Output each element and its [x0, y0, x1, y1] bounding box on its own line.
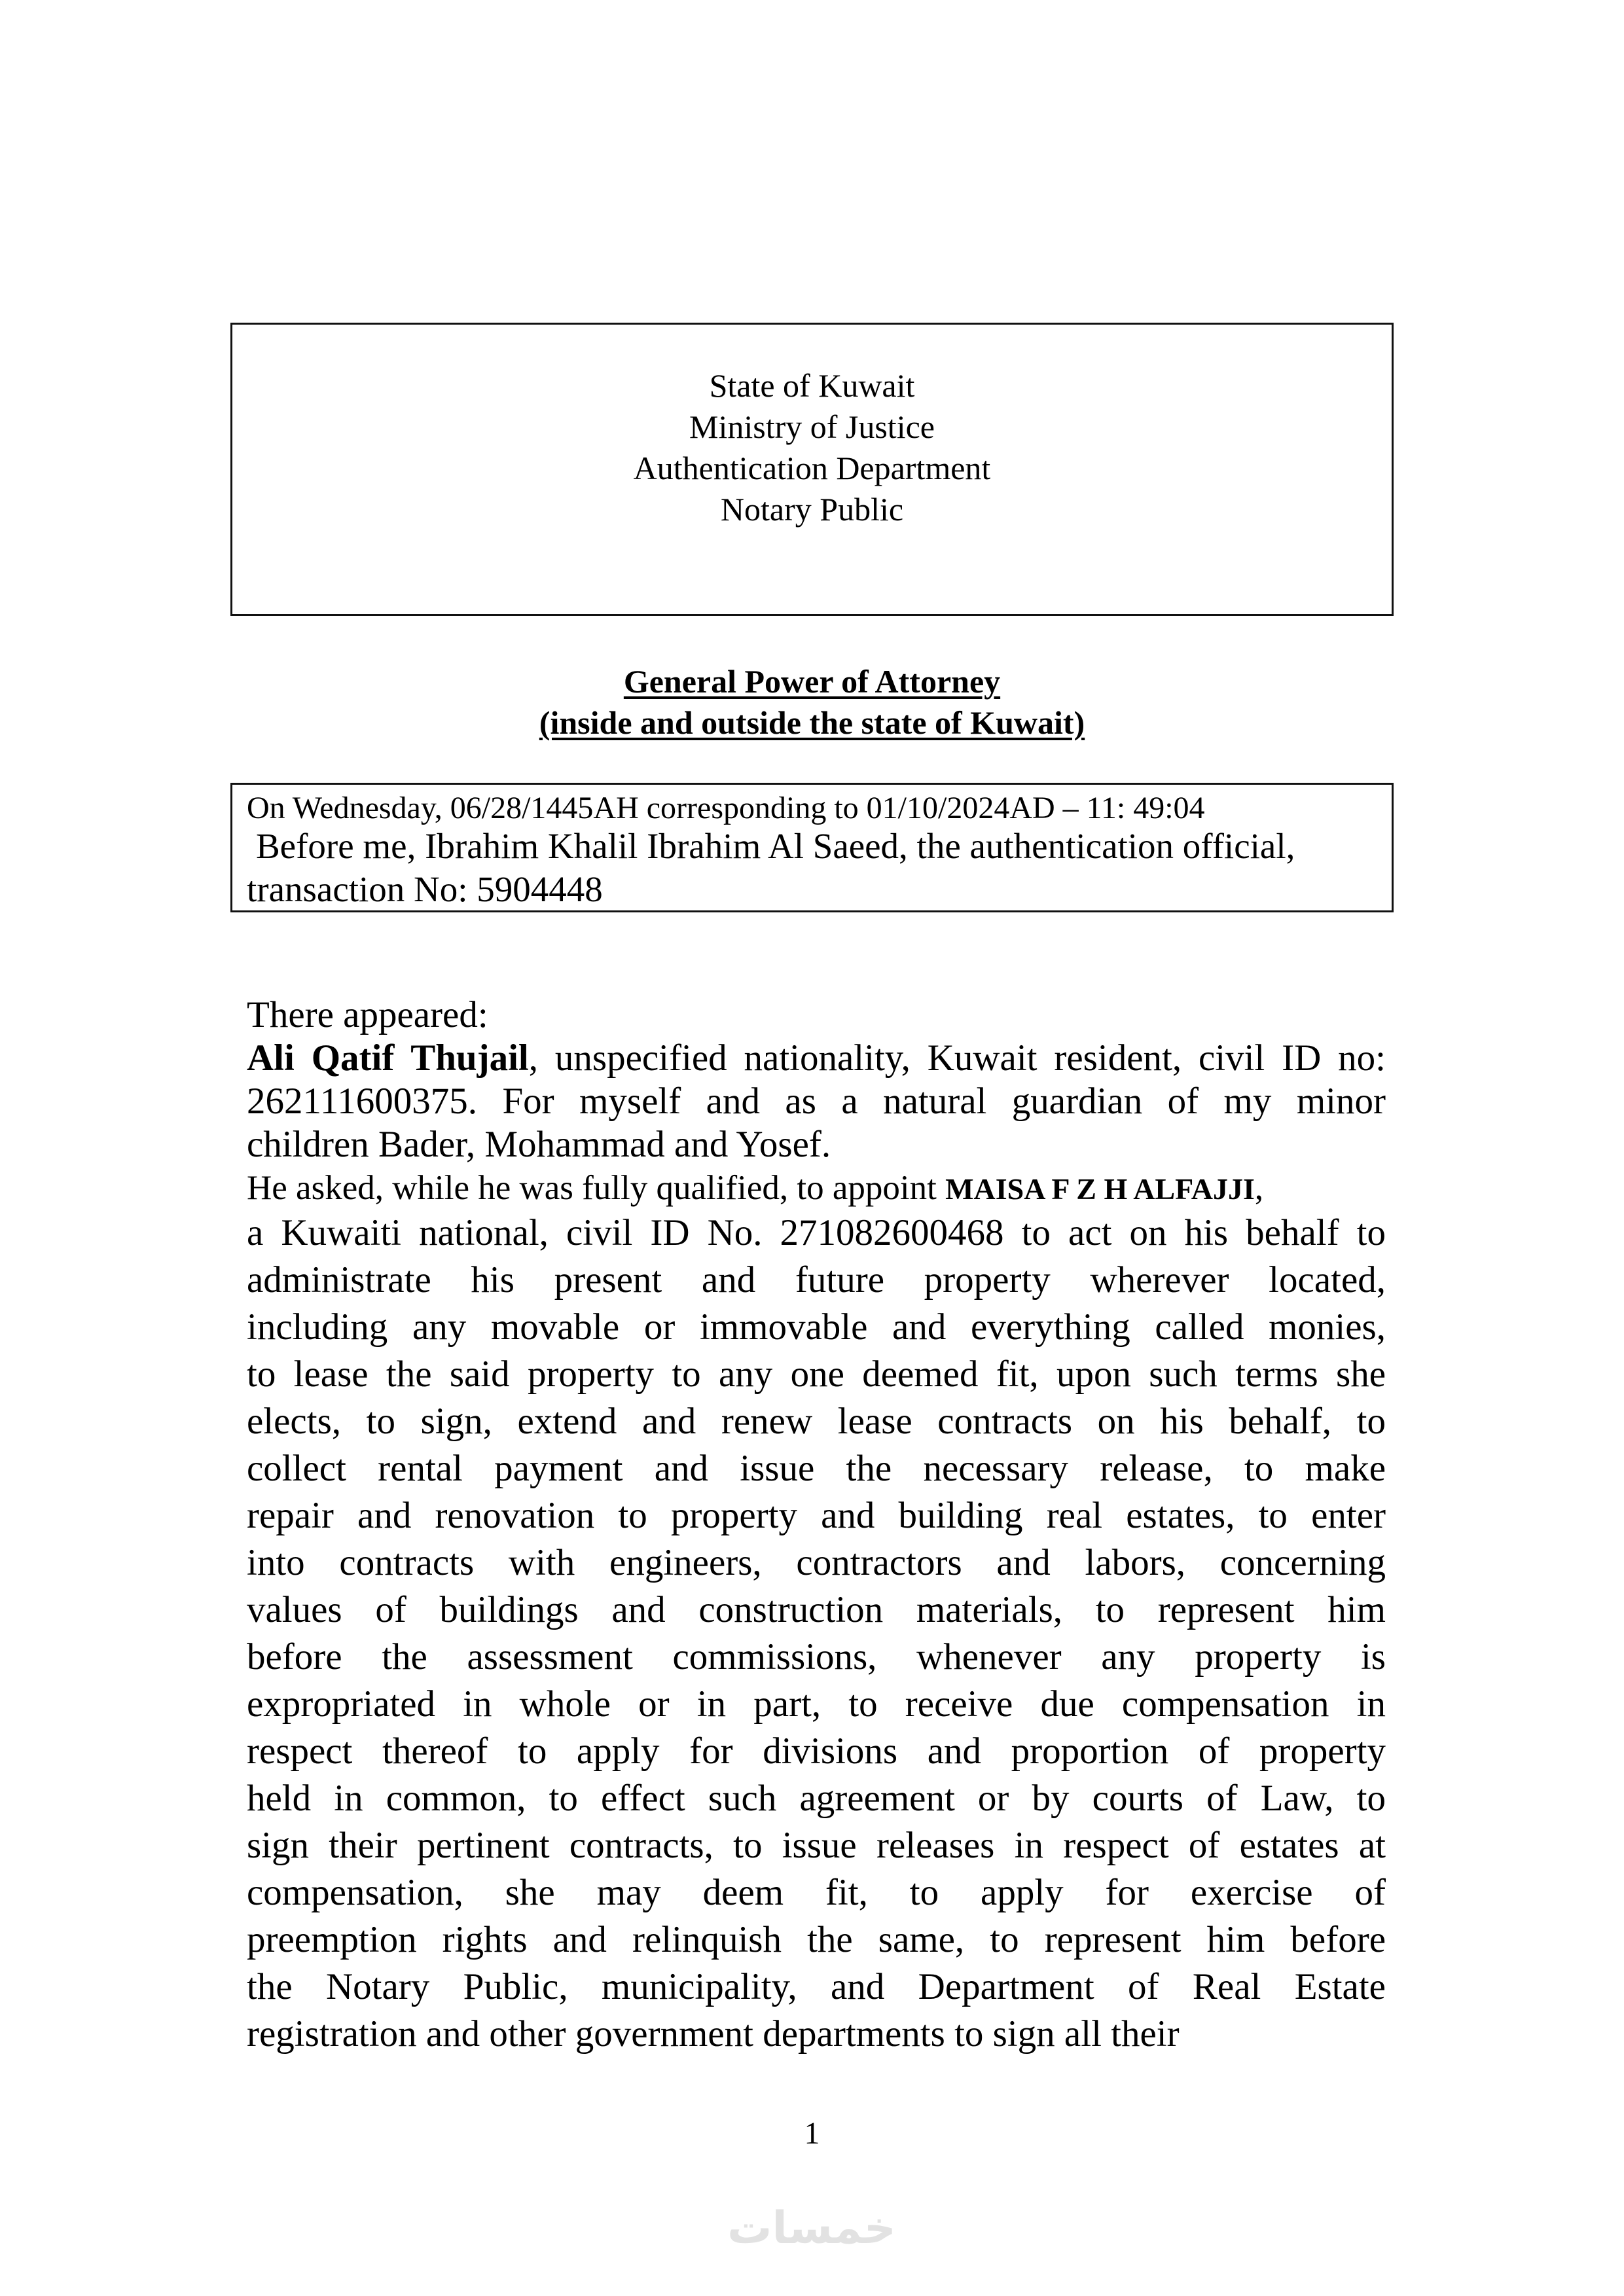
authority-header	[232, 365, 1392, 530]
body-line: a Kuwaiti national, civil ID No. 271082600468 to act on his behalf to	[247, 1212, 1386, 1253]
request-line	[247, 1166, 1386, 1210]
body-line: values of buildings and construction materials, to represent him	[247, 1589, 1386, 1630]
body-line: sign their pertinent contracts, to issue releases in respect of estates at	[247, 1825, 1386, 1866]
body-line: administrate his present and future property wherever located,	[247, 1259, 1386, 1300]
body-line: respect thereof to apply for divisions and proportion of property	[247, 1731, 1386, 1772]
transaction-official-line: Before me, Ibrahim Khalil Ibrahim Al Saeed, the authentication official,	[256, 826, 1295, 866]
principal-name: Ali Qatif Thujail	[247, 1037, 529, 1079]
header-state: State of Kuwait	[709, 367, 915, 404]
body-line: compensation, she may deem fit, to apply for exercise of	[247, 1872, 1386, 1913]
agent-name: MAISA F Z H ALFAJJI	[945, 1172, 1255, 1206]
principal-line-2: 262111600375. For myself and as a natural guardian of my minor	[247, 1081, 1386, 1122]
header-department: Authentication Department	[633, 450, 991, 486]
body-line: to lease the said property to any one deemed fit, upon such terms she	[247, 1354, 1386, 1395]
body-line: before the assessment commissions, whenever any property is	[247, 1636, 1386, 1677]
body-line: preemption rights and relinquish the same, to represent him before	[247, 1919, 1386, 1960]
body-line: into contracts with engineers, contractors and labors, concerning	[247, 1542, 1386, 1583]
body-last-line: registration and other government departments to sign all their	[247, 2013, 1180, 2054]
principal-details: , unspecified nationality, Kuwait resident, civil ID no:	[528, 1037, 1386, 1079]
body-line: including any movable or immovable and everything called monies,	[247, 1306, 1386, 1348]
transaction-box	[230, 783, 1394, 912]
title-main: General Power of Attorney	[623, 663, 1001, 700]
body-line: expropriated in whole or in part, to receive due compensation in	[247, 1683, 1386, 1725]
header-ministry: Ministry of Justice	[689, 408, 935, 445]
transaction-number-line: transaction No: 5904448	[247, 869, 603, 909]
body-line: repair and renovation to property and building real estates, to enter	[247, 1495, 1386, 1536]
title-subtitle: (inside and outside the state of Kuwait)	[539, 704, 1085, 741]
principal-line-3: children Bader, Mohammad and Yosef.	[247, 1124, 831, 1165]
khamsat-watermark-logo: خمسات	[727, 2202, 896, 2254]
agent-suffix: ,	[1254, 1169, 1264, 1207]
body-line: elects, to sign, extend and renew lease contracts on his behalf, to	[247, 1401, 1386, 1442]
authority-header-box	[230, 323, 1394, 616]
transaction-date-line: On Wednesday, 06/28/1445AH corresponding to 01/10/2024AD – 11: 49:04	[247, 791, 1205, 825]
body-line: collect rental payment and issue the necessary release, to make	[247, 1448, 1386, 1489]
body-line: the Notary Public, municipality, and Department of Real Estate	[247, 1966, 1386, 2007]
body-intro: There appeared:	[247, 994, 488, 1035]
page-number: 1	[804, 2116, 820, 2151]
header-notary: Notary Public	[720, 491, 904, 528]
document-body	[247, 994, 1386, 2058]
request-prefix: He asked, while he was fully qualified, to appoint	[247, 1169, 946, 1207]
principal-line-1	[247, 1037, 1386, 1080]
body-line: held in common, to effect such agreement or by courts of Law, to	[247, 1778, 1386, 1819]
document-title	[230, 661, 1394, 744]
